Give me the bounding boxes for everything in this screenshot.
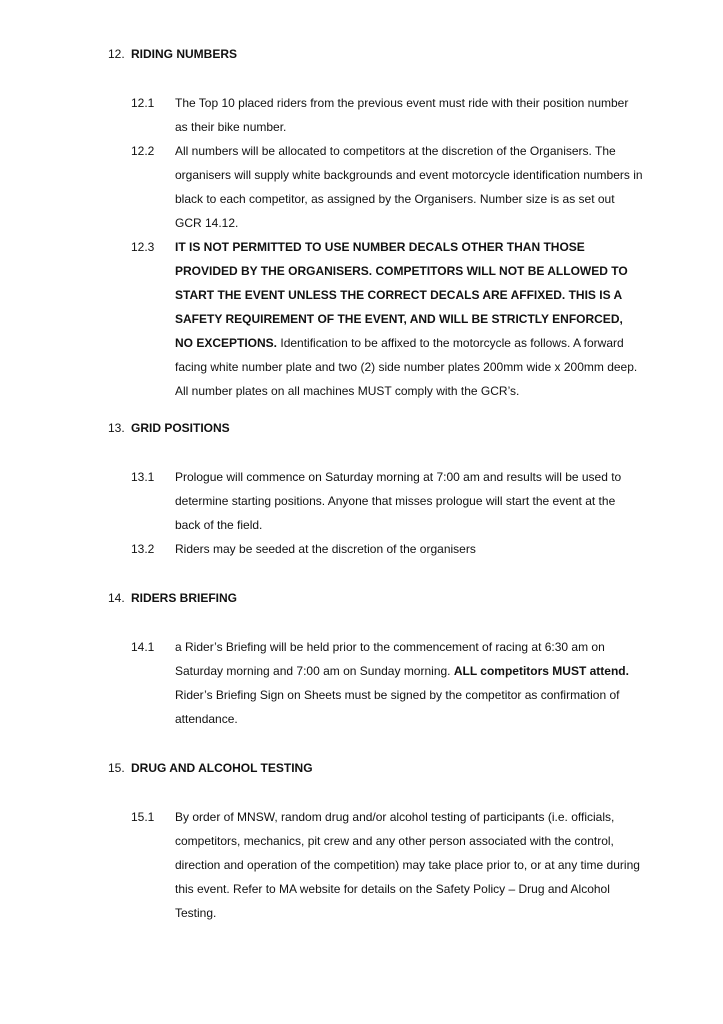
clause-number: 14.1: [131, 640, 155, 654]
clause-text: [175, 470, 621, 532]
section-title: GRID POSITIONS: [131, 421, 230, 435]
clause-12-1: [0, 91, 723, 139]
clause-text-bold: ALL competitors MUST attend.: [453, 664, 629, 678]
section-heading: [0, 758, 723, 778]
clause-text: [175, 810, 640, 920]
section-heading: [0, 418, 723, 438]
section-title: RIDING NUMBERS: [131, 47, 238, 61]
section-number: 15.: [108, 761, 125, 775]
clause-text-part: All numbers will be allocated to competitors at the discretion of the Organisers. The organisers will supply white backgrounds and event motorcycle identification numbers in black to each competitor, as assigned by the Organisers. Number size is as set out GCR 14.12.: [175, 144, 643, 230]
clause-text: [175, 96, 628, 134]
clause-text-bold: IT IS NOT PERMITTED TO USE NUMBER DECALS OTHER THAN THOSE PROVIDED BY THE ORGANISERS. COMPETITORS WILL NOT BE ALLOWED TO START THE EVENT UNLESS THE CORRECT DECALS ARE AFFIXED. THIS IS A SAFETY REQUIREMENT OF THE EVENT, AND WILL BE STRICTLY ENFORCED, NO EXCEPTIONS.: [175, 240, 628, 350]
clause-15-1: [0, 805, 723, 925]
section-drug-alcohol-testing: [0, 758, 723, 925]
clause-text-part: Riders may be seeded at the discretion of the organisers: [175, 542, 476, 556]
clause-text: [175, 240, 637, 398]
clause-13-1: [0, 465, 723, 537]
clause-number: 13.1: [131, 470, 155, 484]
clause-number: 15.1: [131, 810, 155, 824]
clause-text-part: By order of MNSW, random drug and/or alcohol testing of participants (i.e. officials, competitors, mechanics, pit crew and any other person associated with the control, direction and operation of the competition) may take place prior to, or at any time during this event. Refer to MA website for details on the Safety Policy – Drug and Alcohol Testing.: [175, 810, 640, 920]
clause-text: [175, 144, 643, 230]
clause-number: 13.2: [131, 542, 155, 556]
section-items: [0, 635, 723, 731]
clause-text: [175, 542, 476, 556]
clause-text-part: a Rider’s Briefing will be held prior to the commencement of racing at 6:30 am on Saturday morning and 7:00 am on Sunday morning.: [175, 640, 605, 678]
section-riders-briefing: [0, 588, 723, 731]
clause-number: 12.2: [131, 144, 155, 158]
clause-number: 12.3: [131, 240, 155, 254]
section-title: DRUG AND ALCOHOL TESTING: [131, 761, 313, 775]
clause-text-part: The Top 10 placed riders from the previous event must ride with their position number as their bike number.: [175, 96, 629, 134]
clause-12-3: [0, 235, 723, 403]
clause-text-part: Rider’s Briefing Sign on Sheets must be signed by the competitor as confirmation of attendance.: [175, 688, 620, 726]
clause-number: 12.1: [131, 96, 155, 110]
section-number: 12.: [108, 47, 125, 61]
clause-13-2: [0, 537, 723, 561]
clause-text: [175, 640, 629, 726]
section-items: [0, 805, 723, 925]
section-title: RIDERS BRIEFING: [131, 591, 238, 605]
section-heading: [0, 44, 723, 64]
section-grid-positions: [0, 418, 723, 561]
section-items: [0, 465, 723, 561]
section-items: [0, 91, 723, 403]
section-number: 13.: [108, 421, 125, 435]
clause-14-1: [0, 635, 723, 731]
section-heading: [0, 588, 723, 608]
clause-12-2: [0, 139, 723, 235]
clause-text-part: Identification to be affixed to the motorcycle as follows. A forward facing white number plate and two (2) side number plates 200mm wide x 200mm deep. All number plates on all machines MUST comply with the GCR’s.: [175, 336, 638, 398]
section-number: 14.: [108, 591, 125, 605]
clause-text-part: Prologue will commence on Saturday morning at 7:00 am and results will be used to determine starting positions. Anyone that misses prologue will start the event at the back of the field.: [175, 470, 622, 532]
section-riding-numbers: [0, 44, 723, 403]
